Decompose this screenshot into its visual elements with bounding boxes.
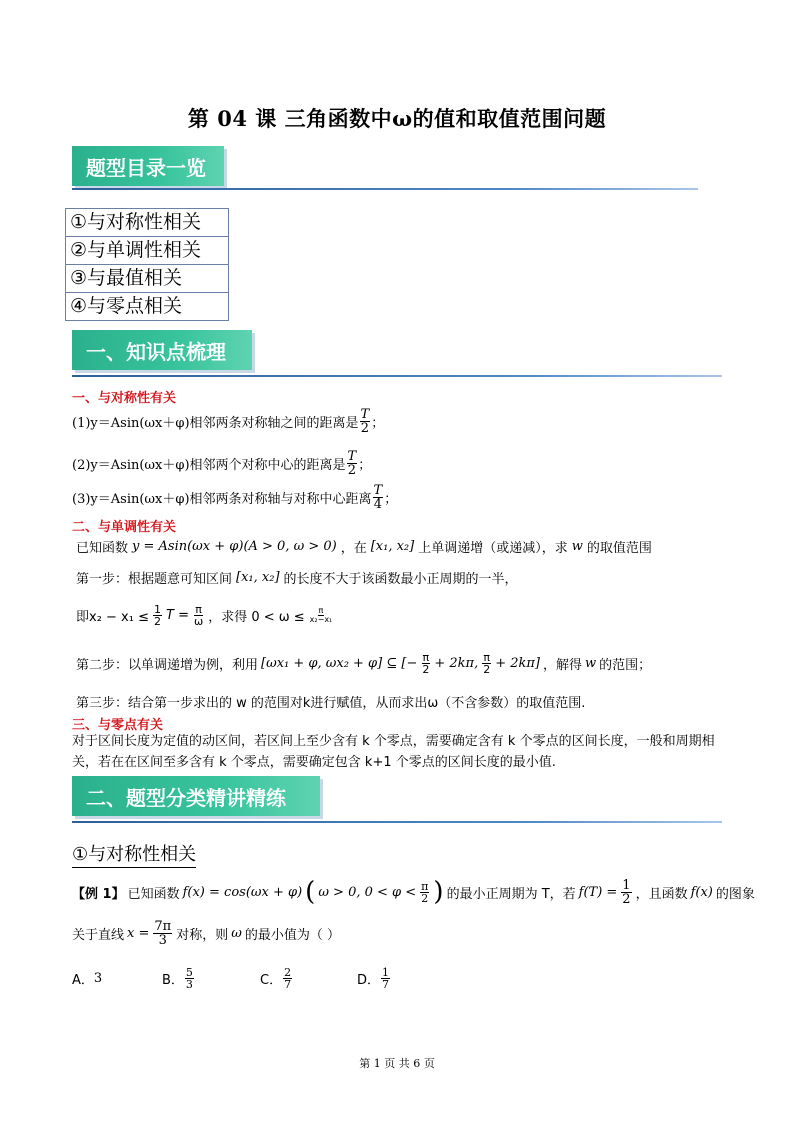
frac-den: 2 bbox=[421, 891, 429, 905]
eq-text: 即x₂ − x₁ ≤ bbox=[76, 609, 149, 625]
frac-num: 1 bbox=[382, 965, 390, 979]
section2-rule bbox=[72, 821, 722, 823]
example-condition: ω > 0, 0 < φ < bbox=[318, 884, 417, 900]
step2-text: 的范围； bbox=[599, 657, 652, 673]
mono-intro bbox=[76, 537, 652, 555]
frac-den: 3 bbox=[185, 977, 193, 991]
frac-num: π bbox=[422, 650, 430, 664]
step1-text: 第一步：根据题意可知区间 bbox=[76, 571, 233, 587]
example-text: 的图象 bbox=[715, 886, 755, 902]
option-a[interactable] bbox=[72, 960, 102, 996]
toc-banner bbox=[72, 146, 224, 186]
fraction-pi-over-omega bbox=[193, 604, 204, 627]
example-text: 已知函数 bbox=[127, 886, 180, 902]
page-title: 第 04 课 三角函数中ω的值和取值范围问题 bbox=[187, 106, 607, 131]
zeros-paragraph: 对于区间长度为定值的动区间，若区间上至少含有 k 个零点，需要确定含有 k 个零点的区间长度，一般和周期相关，若在在区间至多含有 k 个零点，需要确定包含 k+1 个零点的区间长度的最小值. bbox=[72, 734, 715, 770]
step2-text: 第二步：以单调递增为例，利用 bbox=[76, 657, 259, 673]
toc-banner-label: 题型目录一览 bbox=[86, 155, 206, 180]
sym-line-3 bbox=[72, 480, 397, 514]
section1-banner bbox=[72, 330, 252, 370]
option-label: D． bbox=[357, 972, 381, 988]
frac-num: T bbox=[347, 448, 357, 464]
heading-zeros: 三、与零点有关 bbox=[72, 718, 164, 733]
frac-num: 1 bbox=[154, 602, 161, 616]
heading-monotonicity: 二、与单调性有关 bbox=[72, 520, 177, 535]
punct: ； bbox=[371, 415, 385, 431]
example-text: 对称，则 bbox=[176, 927, 229, 943]
fraction-one-half bbox=[621, 879, 631, 906]
frac-num: π bbox=[195, 602, 202, 616]
frac-den: 2 bbox=[483, 662, 491, 676]
frac-num: 1 bbox=[622, 877, 631, 893]
step1-text: 的长度不大于该函数最小正周期的一半， bbox=[283, 571, 518, 587]
frac-den: 2 bbox=[347, 462, 356, 478]
eq-text: T = bbox=[166, 607, 189, 623]
step1-equation bbox=[76, 600, 334, 630]
section2-banner-label: 二、题型分类精讲精练 bbox=[86, 785, 286, 810]
frac-den: 7 bbox=[284, 977, 292, 991]
fraction-pi-over-2 bbox=[420, 881, 429, 904]
fraction-pi-over-interval bbox=[309, 607, 334, 624]
example-text: 的最小值为（ ） bbox=[244, 927, 340, 943]
fraction-T-over-2 bbox=[347, 450, 358, 477]
frac-num: 2 bbox=[284, 965, 292, 979]
page-footer: 第 1 页 共 6 页 bbox=[359, 1057, 435, 1070]
toc-item[interactable]: ③与最值相关 bbox=[66, 265, 229, 293]
step2-line bbox=[76, 648, 651, 678]
frac-num: 7π bbox=[154, 918, 172, 934]
eq-text: ，求得 0 < ω ≤ bbox=[208, 609, 305, 625]
frac-num: 5 bbox=[185, 965, 193, 979]
frac-den: 2 bbox=[622, 891, 631, 907]
mono-formula: y = Asin(ωx + φ)(A > 0, ω > 0) bbox=[132, 538, 337, 554]
frac-den: ω bbox=[193, 614, 204, 628]
frac-den: 2 bbox=[422, 662, 430, 676]
example-x: x = bbox=[127, 925, 150, 941]
frac-num: π bbox=[318, 605, 324, 615]
fraction-T-over-4 bbox=[373, 484, 384, 511]
option-fraction bbox=[381, 967, 390, 990]
sym-text-2: (2)y＝Asin(ωx＋φ)相邻两个对称中心的距离是 bbox=[72, 457, 346, 473]
punct: ； bbox=[358, 457, 372, 473]
frac-den: 2 bbox=[360, 420, 369, 436]
mono-variable: w bbox=[571, 538, 583, 554]
step2-set: [ωx₁ + φ, ωx₂ + φ] ⊆ [− bbox=[261, 655, 418, 671]
option-d[interactable] bbox=[357, 960, 391, 996]
section1-rule bbox=[72, 375, 722, 377]
frac-den: 3 bbox=[158, 932, 167, 948]
step2-variable: w bbox=[585, 655, 597, 671]
example-label: 【例 1】 bbox=[72, 886, 125, 902]
option-fraction bbox=[283, 967, 292, 990]
step2-set: + 2kπ] bbox=[495, 655, 541, 671]
toc-item[interactable]: ④与零点相关 bbox=[66, 293, 229, 321]
paren-right: ) bbox=[433, 877, 444, 907]
mono-text: 的取值范围 bbox=[586, 540, 652, 556]
option-c[interactable] bbox=[260, 960, 293, 996]
example-omega: ω bbox=[231, 925, 242, 941]
frac-den: x₂−x₁ bbox=[309, 614, 333, 624]
example-text: 的最小正周期为 T，若 bbox=[446, 886, 576, 902]
mono-text: ，在 bbox=[340, 540, 367, 556]
frac-num: T bbox=[360, 406, 370, 422]
frac-num: T bbox=[373, 482, 383, 498]
example-1-line-1 bbox=[72, 872, 755, 912]
frac-den: 7 bbox=[382, 977, 390, 991]
section1-banner-label: 一、知识点梳理 bbox=[86, 339, 226, 364]
example-1-line-2 bbox=[72, 915, 340, 951]
section2-banner bbox=[72, 776, 320, 816]
option-b[interactable] bbox=[162, 960, 195, 996]
heading-symmetry: 一、与对称性有关 bbox=[72, 391, 177, 406]
sym-line-2 bbox=[72, 446, 371, 480]
step2-set: + 2kπ, bbox=[434, 655, 479, 671]
fraction-7pi-over-3 bbox=[153, 920, 172, 947]
option-label: B． bbox=[162, 972, 184, 988]
paren-left: ( bbox=[305, 877, 316, 907]
toc-item[interactable]: ①与对称性相关 bbox=[66, 209, 229, 237]
fraction-pi-over-2 bbox=[421, 652, 430, 675]
mono-interval: [x₁, x₂] bbox=[370, 538, 415, 554]
sym-text-3: (3)y＝Asin(ωx＋φ)相邻两条对称轴与对称中心距离 bbox=[72, 491, 372, 507]
toc-rule bbox=[72, 188, 698, 190]
fraction-T-over-2 bbox=[360, 408, 371, 435]
step2-text: ，解得 bbox=[543, 657, 583, 673]
option-label: C． bbox=[260, 972, 283, 988]
step1-interval: [x₁, x₂] bbox=[236, 569, 280, 585]
sym-line-1 bbox=[72, 404, 384, 438]
step1-line bbox=[76, 568, 518, 586]
example-function: f(x) = cos(ωx + φ) bbox=[182, 884, 303, 900]
fraction-pi-over-2 bbox=[482, 652, 491, 675]
example-fx: f(x) bbox=[690, 884, 713, 900]
option-fraction bbox=[185, 967, 194, 990]
frac-den: 2 bbox=[154, 614, 161, 628]
toc-table bbox=[65, 208, 229, 321]
frac-num: π bbox=[483, 650, 491, 664]
example-fT: f(T) = bbox=[578, 884, 618, 900]
option-label: A． bbox=[72, 972, 94, 988]
mono-text: 上单调递增（或递减），求 bbox=[418, 540, 568, 556]
frac-num: π bbox=[421, 879, 429, 893]
option-value: 3 bbox=[93, 970, 103, 986]
subsection-heading: ①与对称性相关 bbox=[72, 840, 196, 868]
toc-item[interactable]: ②与单调性相关 bbox=[66, 237, 229, 265]
example-text: ，且函数 bbox=[635, 886, 688, 902]
step3-line: 第三步：结合第一步求出的 w 的范围对k进行赋值，从而求出ω（不含参数）的取值范围. bbox=[76, 696, 586, 711]
mono-text: 已知函数 bbox=[76, 540, 129, 556]
sym-text-1: (1)y＝Asin(ωx＋φ)相邻两条对称轴之间的距离是 bbox=[72, 415, 359, 431]
punct: ； bbox=[384, 491, 398, 507]
fraction-half bbox=[153, 604, 162, 627]
example-text: 关于直线 bbox=[72, 927, 125, 943]
frac-den: 4 bbox=[373, 496, 382, 512]
